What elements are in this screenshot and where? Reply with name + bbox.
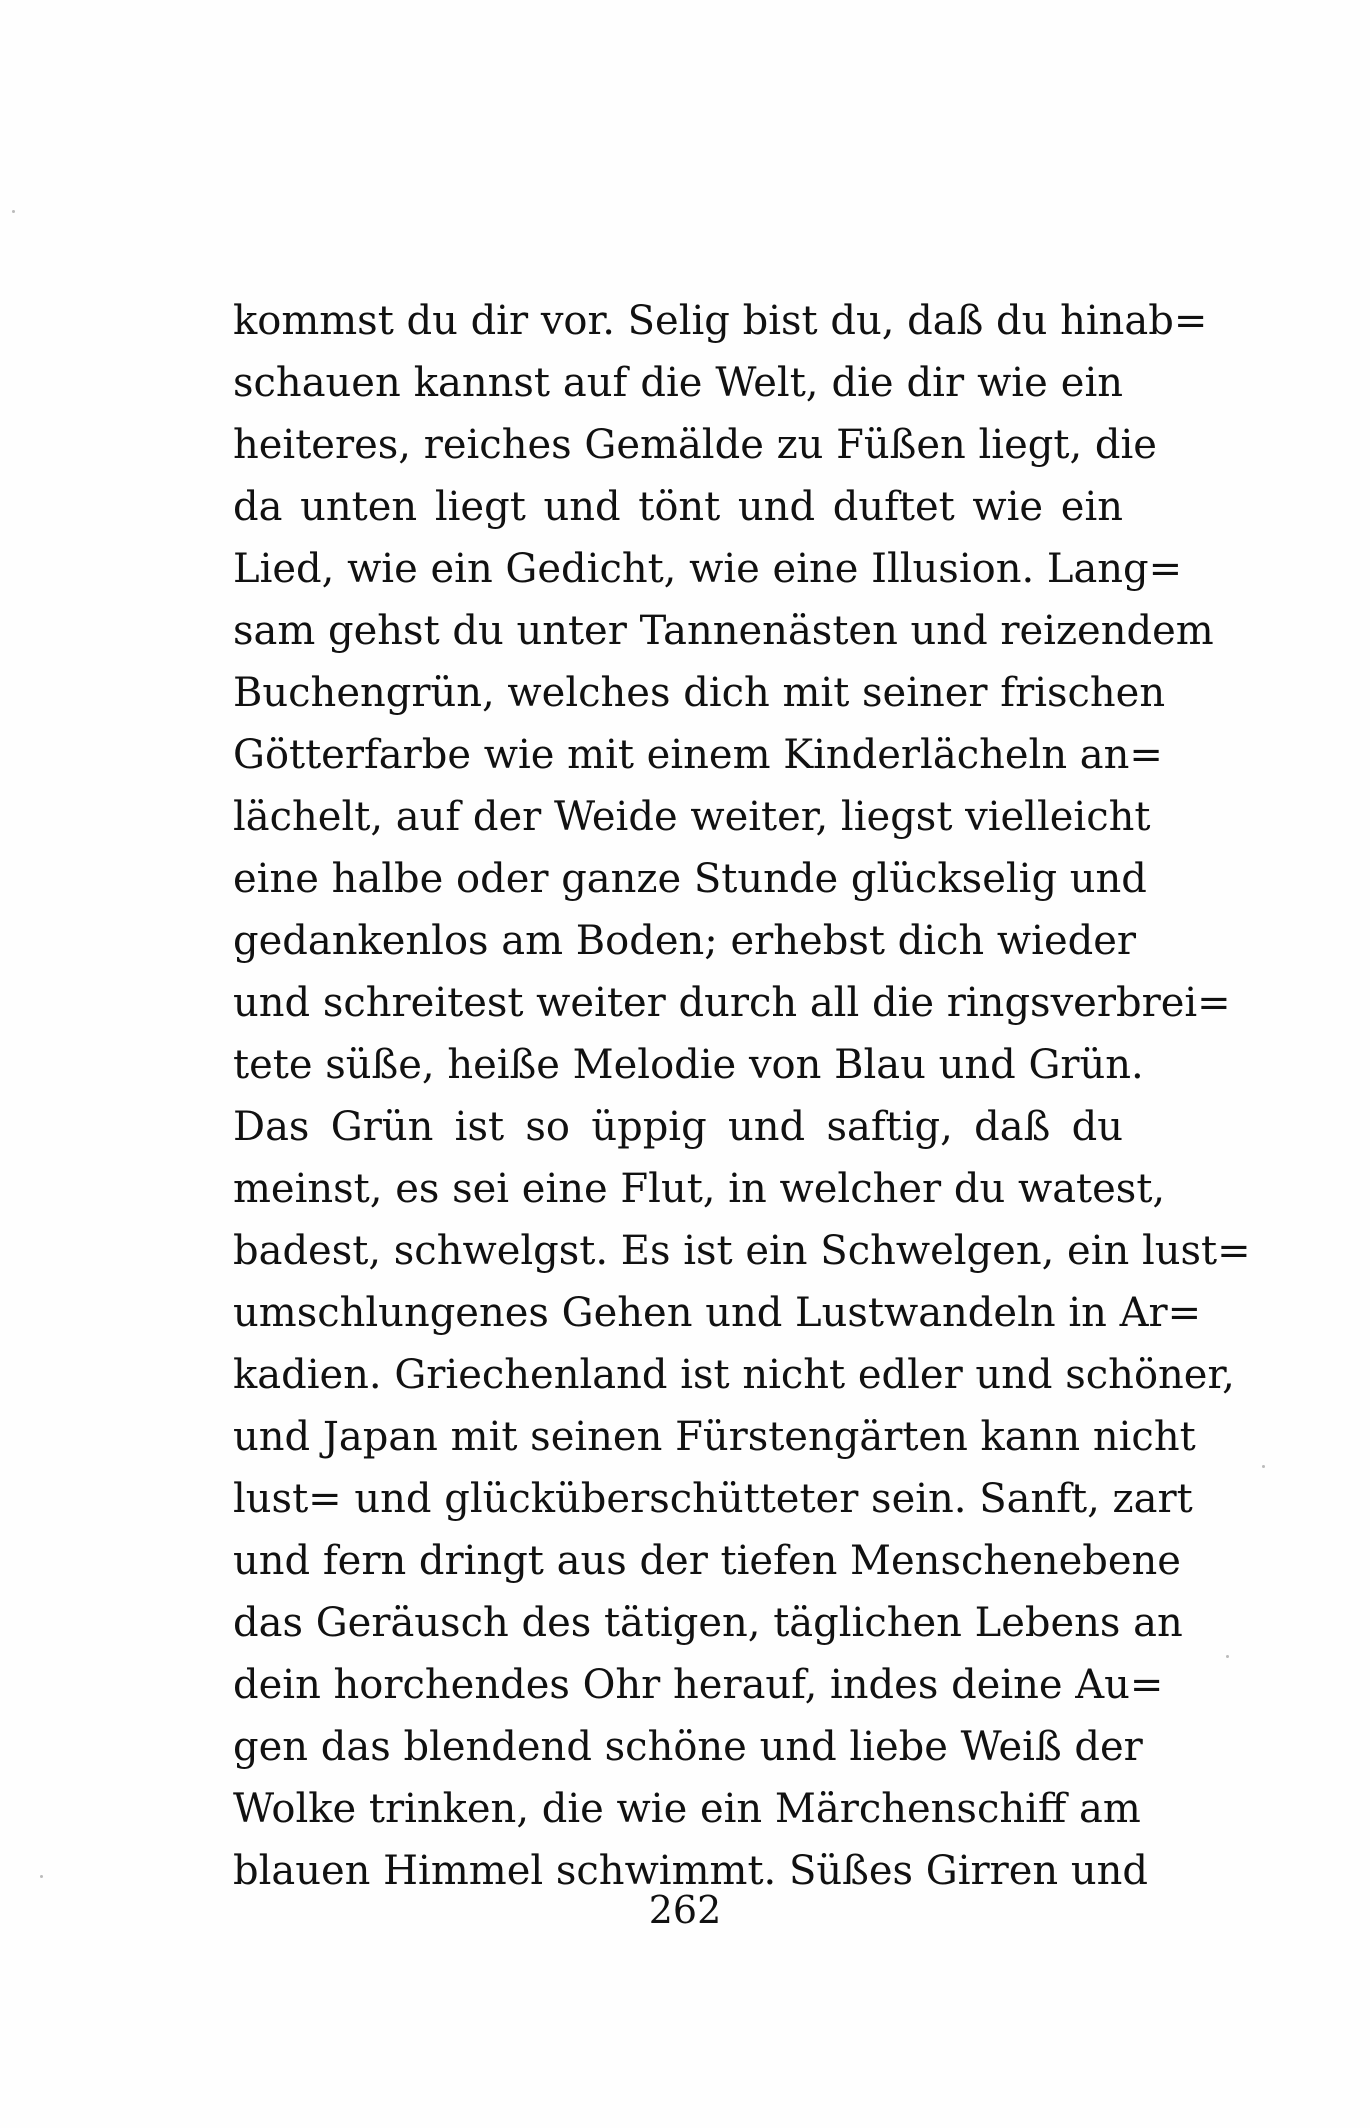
paper-speck [12, 210, 15, 213]
text-line: und schreitest weiter durch all die ringsverbrei= [233, 980, 1231, 1026]
text-line: lächelt, auf der Weide weiter, liegst vielleicht [233, 794, 1151, 840]
text-line: das Geräusch des tätigen, täglichen Lebens an [233, 1600, 1183, 1646]
text-line: Buchengrün, welches dich mit seiner frischen [233, 670, 1166, 716]
text-line: meinst, es sei eine Flut, in welcher du watest, [233, 1166, 1166, 1212]
text-line: sam gehst du unter Tannenästen und reizendem [233, 608, 1214, 654]
text-line: heiteres, reiches Gemälde zu Füßen liegt, die [233, 422, 1157, 468]
text-line: kommst du dir vor. Selig bist du, daß du hinab= [233, 298, 1208, 344]
text-line: schauen kannst auf die Welt, die dir wie ein [233, 360, 1123, 406]
text-line: Wolke trinken, die wie ein Märchenschiff am [233, 1786, 1141, 1832]
text-line: kadien. Griechenland ist nicht edler und schöner, [233, 1352, 1235, 1398]
text-line: gedankenlos am Boden; erhebst dich wieder [233, 918, 1137, 964]
text-line: gen das blendend schöne und liebe Weiß der [233, 1724, 1143, 1770]
text-line: badest, schwelgst. Es ist ein Schwelgen, ein lust= [233, 1228, 1251, 1274]
paper-speck [1262, 1465, 1265, 1468]
text-line: Götterfarbe wie mit einem Kinderlächeln an= [233, 732, 1163, 778]
text-line: Das Grün ist so üppig und saftig, daß du [233, 1104, 1123, 1150]
page-number: 262 [648, 1888, 722, 1932]
text-line: und fern dringt aus der tiefen Menschenebene [233, 1538, 1181, 1584]
text-line: umschlungenes Gehen und Lustwandeln in Ar= [233, 1290, 1202, 1336]
text-line: tete süße, heiße Melodie von Blau und Grün. [233, 1042, 1144, 1088]
text-line: eine halbe oder ganze Stunde glückselig und [233, 856, 1147, 902]
paper-speck [1226, 1655, 1229, 1658]
text-line: und Japan mit seinen Fürstengärten kann nicht [233, 1414, 1196, 1460]
text-line: Lied, wie ein Gedicht, wie eine Illusion. Lang= [233, 546, 1183, 592]
text-line: dein horchendes Ohr herauf, indes deine Au= [233, 1662, 1164, 1708]
text-line: lust= und glücküberschütteter sein. Sanft, zart [233, 1476, 1193, 1522]
text-line: blauen Himmel schwimmt. Süßes Girren und [233, 1848, 1149, 1894]
body-text [233, 290, 1251, 1902]
text-line: da unten liegt und tönt und duftet wie ein [233, 484, 1123, 530]
paper-speck [40, 1875, 43, 1878]
